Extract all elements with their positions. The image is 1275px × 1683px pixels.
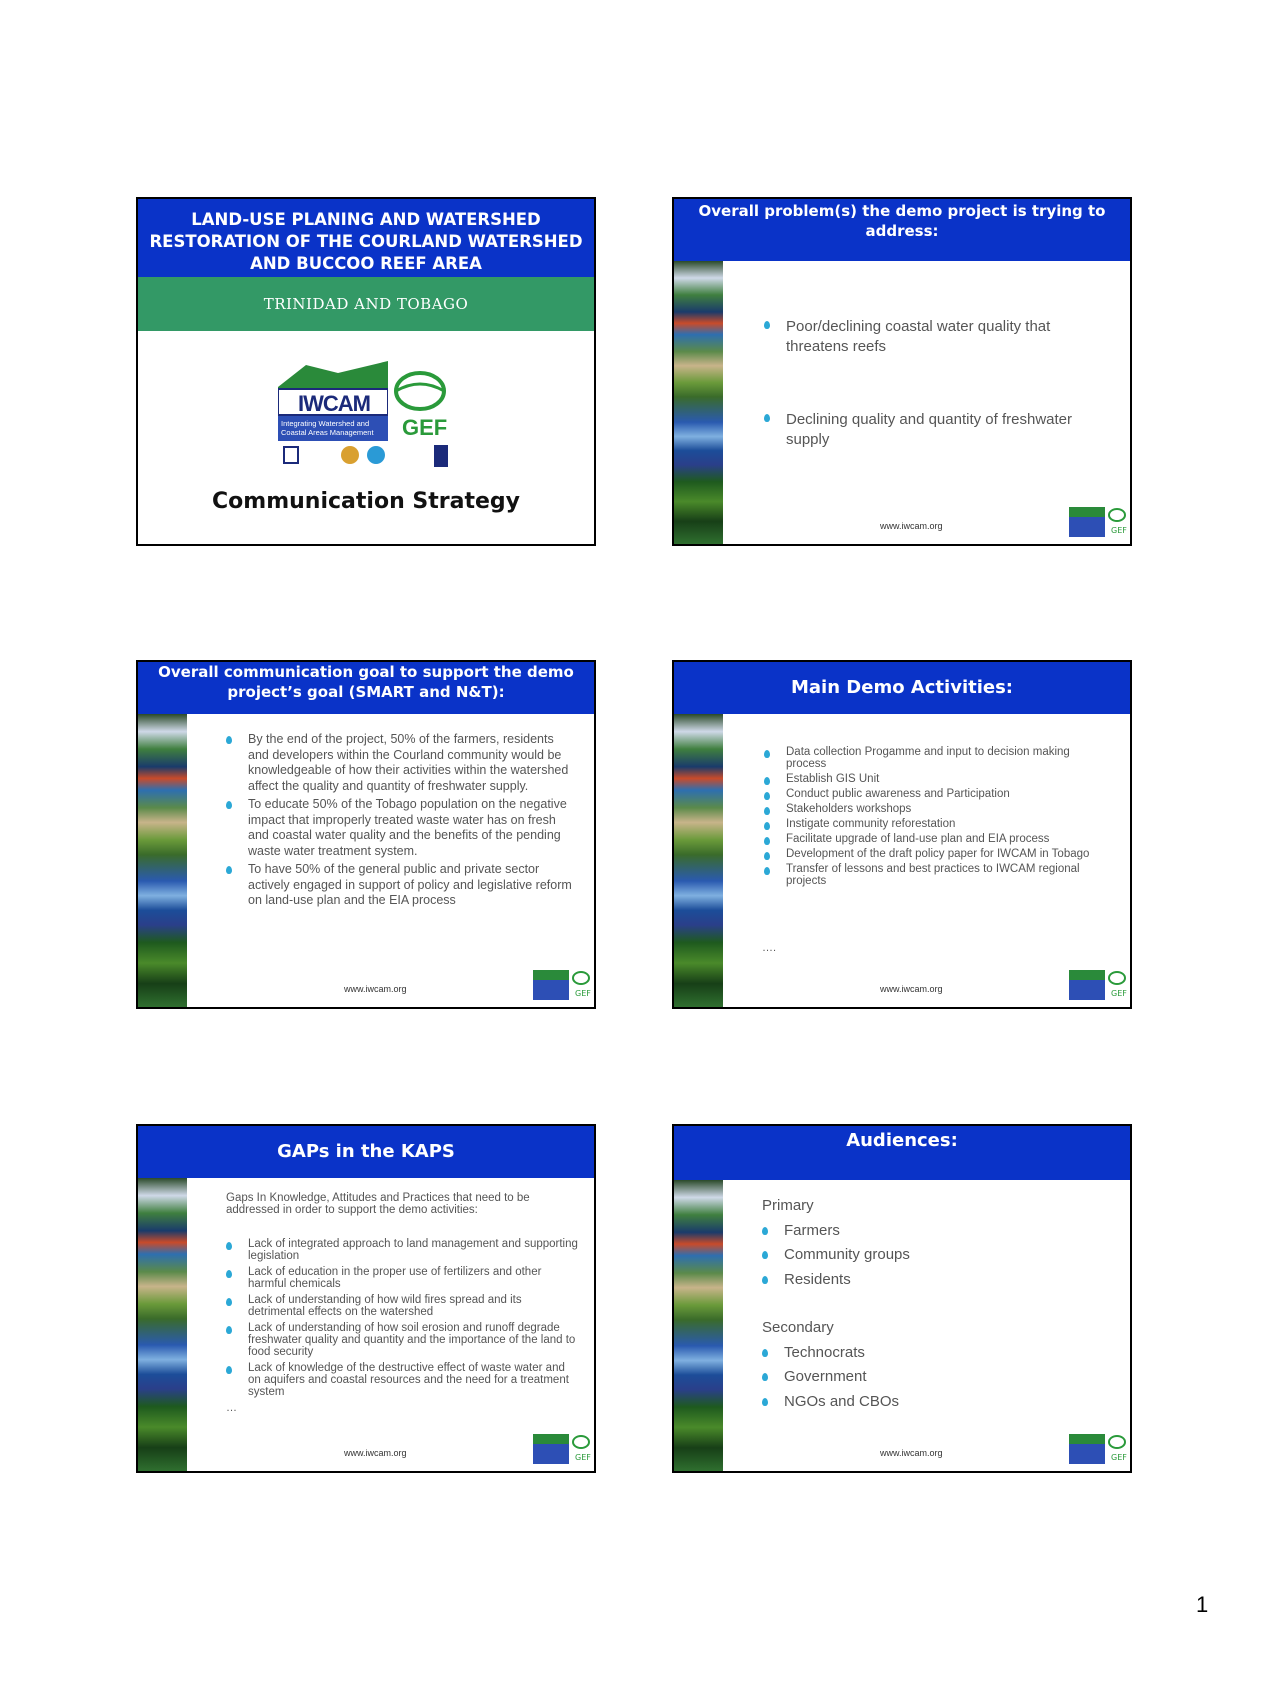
list-item <box>764 410 1094 450</box>
problems-list <box>764 317 1094 450</box>
list-item <box>762 1243 1102 1268</box>
iwcam-gef-mini-logo-icon <box>1069 964 1127 1004</box>
country-band <box>138 277 594 331</box>
slide-title-subtitle <box>138 489 594 514</box>
secondary-list <box>762 1341 1102 1415</box>
secondary-label: Secondary <box>762 1319 834 1336</box>
water-drop-icon <box>226 736 232 744</box>
goal-list <box>226 732 574 909</box>
list-item-text: By the end of the project, 50% of the farmers, residents and developers within the Courland community would be knowledgeable of how their activities within the watershed affect the quality and quantity of freshwater supply. <box>248 732 569 793</box>
water-drop-icon <box>762 1251 768 1259</box>
gaps-list <box>226 1238 578 1398</box>
iwcam-logo-word: IWCAM <box>298 391 370 416</box>
title-header-text: LAND-USE PLANING AND WATERSHED RESTORATION OF THE COURLAND WATERSHED AND BUCCOO REEF AREA <box>149 210 583 273</box>
svg-text:GEF: GEF <box>1111 1453 1127 1462</box>
subtitle-text: Communication Strategy <box>212 489 520 514</box>
list-item-text: Stakeholders workshops <box>786 803 912 815</box>
iwcam-gef-mini-logo-icon <box>533 964 591 1004</box>
trailing-ellipsis: …. <box>762 942 777 954</box>
list-item <box>764 848 1104 860</box>
problems-header-text: Overall problem(s) the demo project is trying to address: <box>698 202 1106 240</box>
water-drop-icon <box>226 1298 232 1306</box>
gaps-intro <box>226 1192 566 1216</box>
list-item-text: Lack of knowledge of the destructive effect of waste water and on aquifers and coastal resources and the need for a treatment system <box>248 1362 569 1398</box>
list-item-text: Lack of integrated approach to land management and supporting legislation <box>248 1238 578 1262</box>
un-emblem-icon <box>434 445 448 467</box>
list-item-text: Poor/declining coastal water quality that threatens reefs <box>786 318 1051 355</box>
water-drop-icon <box>226 1326 232 1334</box>
water-drop-icon <box>764 822 770 830</box>
list-item-text: Lack of education in the proper use of fertilizers and other harmful chemicals <box>248 1266 542 1290</box>
list-item-text: Establish GIS Unit <box>786 773 880 785</box>
slide-gaps[interactable] <box>136 1124 596 1473</box>
footer-url: www.iwcam.org <box>344 1448 407 1458</box>
list-item-text: Residents <box>784 1270 851 1288</box>
slide-audiences-header <box>674 1126 1130 1180</box>
gaps-header-text: GAPs in the KAPS <box>277 1141 455 1162</box>
audiences-content <box>762 1194 1102 1414</box>
goal-header-text: Overall communication goal to support the demo project’s goal (SMART and N&T): <box>158 663 574 701</box>
list-item <box>764 773 1104 785</box>
list-item-text: Declining quality and quantity of freshwater supply <box>786 411 1072 448</box>
svg-text:GEF: GEF <box>575 1453 591 1462</box>
water-drop-icon <box>764 750 770 758</box>
list-item-text: Farmers <box>784 1221 840 1239</box>
primary-list <box>762 1219 1102 1293</box>
iwcam-logo <box>278 359 448 469</box>
list-item <box>226 1238 578 1262</box>
iwcam-logo-tagline: Integrating Watershed and Coastal Areas Management <box>281 419 374 437</box>
water-drop-icon <box>764 777 770 785</box>
trailing-ellipsis: … <box>226 1402 237 1414</box>
footer-url: www.iwcam.org <box>880 1448 943 1458</box>
iwcam-gef-mini-logo-icon <box>1069 1428 1127 1468</box>
water-drop-icon <box>764 807 770 815</box>
water-drop-icon <box>226 1366 232 1374</box>
list-item-text: Data collection Progamme and input to decision making process <box>786 746 1070 770</box>
list-item-text: Community groups <box>784 1246 910 1263</box>
gaps-intro-text: Gaps In Knowledge, Attitudes and Practices that need to be addressed in order to support the demo activities: <box>226 1192 530 1216</box>
list-item-text: Government <box>784 1368 867 1385</box>
list-item <box>764 818 1104 830</box>
svg-text:GEF: GEF <box>575 989 591 998</box>
list-item-text: Development of the draft policy paper for IWCAM in Tobago <box>786 848 1090 860</box>
water-drop-icon <box>762 1398 768 1406</box>
list-item <box>226 732 574 794</box>
list-item-text: Technocrats <box>784 1343 865 1361</box>
list-item-text: Facilitate upgrade of land-use plan and EIA process <box>786 833 1050 845</box>
list-item <box>764 788 1104 800</box>
water-drop-icon <box>762 1276 768 1284</box>
list-item <box>226 1362 578 1398</box>
water-drop-icon <box>226 1242 232 1250</box>
slide-activities-header <box>674 662 1130 714</box>
primary-label: Primary <box>762 1197 814 1214</box>
country-band-text: TRINIDAD AND TOBAGO <box>263 295 469 313</box>
water-drop-icon <box>226 801 232 809</box>
list-item-text: Transfer of lessons and best practices to IWCAM regional projects <box>786 863 1080 887</box>
water-drop-icon <box>762 1227 768 1235</box>
activities-list <box>764 746 1104 887</box>
slide-title[interactable] <box>136 197 596 546</box>
water-drop-icon <box>762 1349 768 1357</box>
water-drop-icon <box>764 837 770 845</box>
iwcam-gef-mini-logo-icon <box>533 1428 591 1468</box>
list-item <box>764 317 1094 357</box>
list-item-text: Conduct public awareness and Participation <box>786 788 1010 800</box>
list-item-text: NGOs and CBOs <box>784 1392 900 1410</box>
slide-problems-header <box>674 199 1130 261</box>
slide-goal[interactable] <box>136 660 596 1009</box>
list-item-text: Lack of understanding of how soil erosion and runoff degrade freshwater quality and quantity and the importance of the land to food security <box>248 1322 576 1358</box>
list-item <box>762 1268 1102 1293</box>
gef-globe-icon <box>392 369 448 413</box>
water-drop-icon <box>764 867 770 875</box>
gef-logo-text: GEF <box>402 415 448 440</box>
list-item <box>764 746 1104 770</box>
photo-strip <box>674 1180 723 1471</box>
iwcam-gef-mini-logo-icon <box>1069 501 1127 541</box>
photo-strip <box>138 714 187 1007</box>
slide-gaps-header <box>138 1126 594 1178</box>
list-item <box>762 1341 1102 1366</box>
water-drop-icon <box>762 1373 768 1381</box>
slide-title-header <box>138 199 594 277</box>
footer-url: www.iwcam.org <box>880 984 943 994</box>
list-item <box>764 833 1104 845</box>
list-item <box>762 1365 1102 1390</box>
photo-strip <box>674 261 723 544</box>
list-item <box>226 1266 578 1290</box>
activities-header-text: Main Demo Activities: <box>790 677 1014 698</box>
footer-url: www.iwcam.org <box>880 521 943 531</box>
list-item-text: Lack of understanding of how wild fires spread and its detrimental effects on the watershed <box>248 1294 522 1318</box>
water-drop-icon <box>226 1270 232 1278</box>
list-item <box>226 797 574 859</box>
list-item <box>762 1390 1102 1415</box>
svg-text:GEF: GEF <box>1111 526 1127 535</box>
footer-url: www.iwcam.org <box>344 984 407 994</box>
list-item-text: To have 50% of the general public and private sector actively engaged in support of policy and legislative reform on land-use plan and the EIA process <box>248 862 572 907</box>
audiences-header-text: Audiences: <box>846 1130 958 1151</box>
list-item <box>226 862 574 909</box>
list-item-text: Instigate community reforestation <box>786 818 956 830</box>
list-item <box>226 1294 578 1318</box>
slide-activities[interactable] <box>672 660 1132 1009</box>
water-drop-icon <box>764 852 770 860</box>
photo-strip <box>674 714 723 1007</box>
water-drop-icon <box>226 866 232 874</box>
water-drop-icon <box>764 414 770 422</box>
slide-problems[interactable] <box>672 197 1132 546</box>
list-item <box>764 803 1104 815</box>
list-item <box>764 863 1104 887</box>
list-item <box>226 1322 578 1358</box>
water-drop-icon <box>764 321 770 329</box>
list-item <box>762 1219 1102 1244</box>
water-drop-icon <box>764 792 770 800</box>
slide-goal-header <box>138 662 594 714</box>
svg-text:GEF: GEF <box>1111 989 1127 998</box>
list-item-text: To educate 50% of the Tobago population on the negative impact that improperly treated waste water has on fresh and coastal water quality and the benefits of the pending waste water treatment system. <box>248 797 567 858</box>
page-number: 1 <box>1196 1592 1209 1617</box>
photo-strip <box>138 1178 187 1471</box>
slide-audiences[interactable] <box>672 1124 1132 1473</box>
